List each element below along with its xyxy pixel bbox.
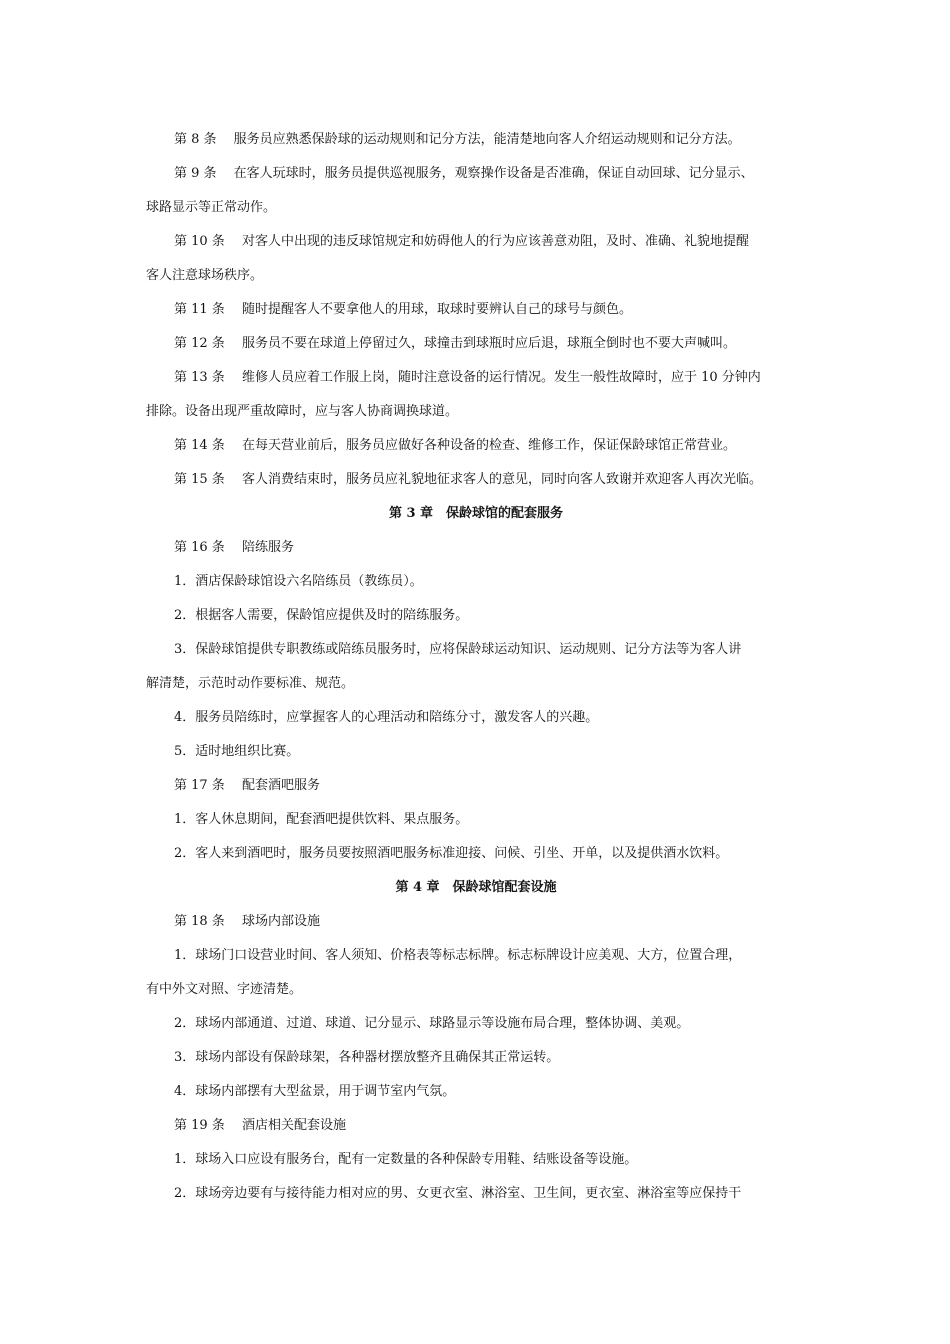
paragraph-line: 2．球场内部通道、过道、球道、记分显示、球路显示等设施布局合理，整体协调、美观。 [174, 1016, 690, 1031]
paragraph-line: 2．根据客人需要，保龄馆应提供及时的陪练服务。 [174, 608, 469, 623]
chapter-heading: 第 3 章 保龄球馆的配套服务 [388, 506, 564, 521]
paragraph-line: 第 18 条 球场内部设施 [174, 914, 320, 929]
paragraph-line: 3．保龄球馆提供专职教练或陪练员服务时，应将保龄球运动知识、运动规则、记分方法等为客人讲 [174, 642, 742, 657]
paragraph-line: 第 8 条 服务员应熟悉保龄球的运动规则和记分方法，能清楚地向客人介绍运动规则和记分方法。 [174, 132, 741, 147]
paragraph-line: 1．酒店保龄球馆设六名陪练员（教练员）。 [174, 574, 423, 589]
paragraph-line: 第 15 条 客人消费结束时，服务员应礼貌地征求客人的意见，同时向客人致谢并欢迎客人再次光临。 [174, 472, 762, 487]
paragraph-line: 第 12 条 服务员不要在球道上停留过久，球撞击到球瓶时应后退，球瓶全倒时也不要大声喊叫。 [174, 336, 736, 351]
paragraph-line: 第 13 条 维修人员应着工作服上岗，随时注意设备的运行情况。发生一般性故障时，应于 10 分钟内 [174, 370, 761, 385]
paragraph-line: 4．球场内部摆有大型盆景，用于调节室内气氛。 [174, 1084, 456, 1099]
paragraph-line: 3．球场内部设有保龄球架，各种器材摆放整齐且确保其正常运转。 [174, 1050, 560, 1065]
paragraph-continuation: 有中外文对照、字迹清楚。 [146, 982, 303, 997]
paragraph-line: 第 19 条 酒店相关配套设施 [174, 1118, 346, 1133]
paragraph-line: 第 10 条 对客人中出现的违反球馆规定和妨碍他人的行为应该善意劝阻，及时、准确、礼貌地提醒 [174, 234, 749, 249]
paragraph-line: 第 17 条 配套酒吧服务 [174, 778, 320, 793]
paragraph-line: 4．服务员陪练时，应掌握客人的心理活动和陪练分寸，激发客人的兴趣。 [174, 710, 599, 725]
paragraph-line: 2．球场旁边要有与接待能力相对应的男、女更衣室、淋浴室、卫生间，更衣室、淋浴室等应保持干 [174, 1186, 742, 1201]
paragraph-line: 第 11 条 随时提醒客人不要拿他人的用球，取球时要辨认自己的球号与颜色。 [174, 302, 632, 317]
paragraph-line: 1．球场入口应设有服务台，配有一定数量的各种保龄专用鞋、结账设备等设施。 [174, 1152, 638, 1167]
paragraph-line: 2．客人来到酒吧时，服务员要按照酒吧服务标准迎接、问候、引坐、开单，以及提供酒水饮料。 [174, 846, 729, 861]
paragraph-line: 第 14 条 在每天营业前后，服务员应做好各种设备的检查、维修工作，保证保龄球馆正常营业。 [174, 438, 736, 453]
paragraph-continuation: 球路显示等正常动作。 [146, 200, 277, 215]
paragraph-line: 1．客人休息期间，配套酒吧提供饮料、果点服务。 [174, 812, 469, 827]
paragraph-line: 1．球场门口设营业时间、客人须知、价格表等标志标牌。标志标牌设计应美观、大方，位置合理， [174, 948, 742, 963]
document-body [146, 123, 806, 1211]
paragraph-continuation: 客人注意球场秩序。 [146, 268, 264, 283]
chapter-heading: 第 4 章 保龄球馆配套设施 [395, 880, 557, 895]
paragraph-continuation: 解清楚，示范时动作要标准、规范。 [146, 676, 355, 691]
paragraph-line: 第 16 条 陪练服务 [174, 540, 294, 555]
paragraph-continuation: 排除。设备出现严重故障时，应与客人协商调换球道。 [146, 404, 459, 419]
paragraph-line: 第 9 条 在客人玩球时，服务员提供巡视服务，观察操作设备是否准确，保证自动回球、记分显示、 [174, 166, 754, 181]
paragraph-line: 5．适时地组织比赛。 [174, 744, 300, 759]
